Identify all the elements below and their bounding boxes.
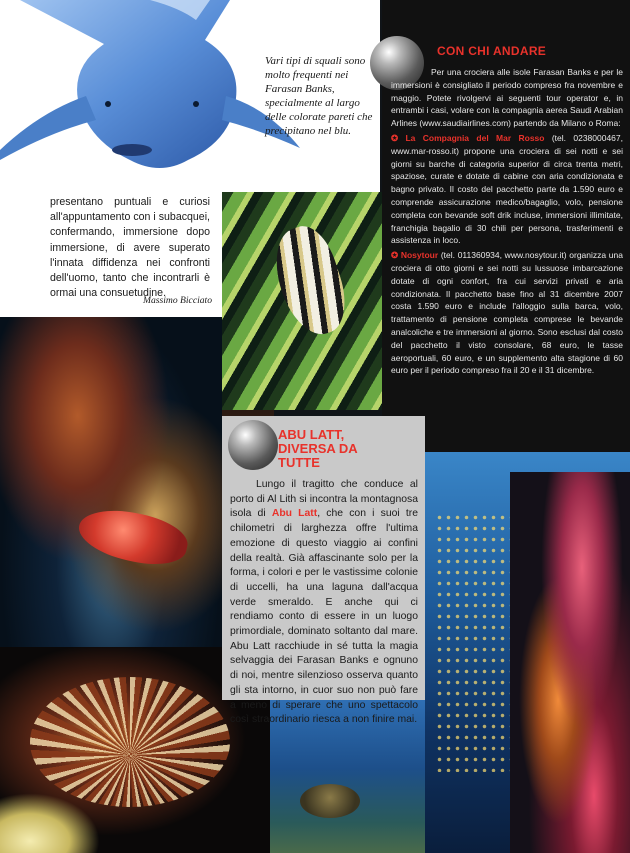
operator-name: Nosytour [400, 250, 439, 261]
operator-description: (tel. 011360934, www.nosytour.it) organizza una crociera di otto giorni e sei notti su lussuose imbarcazione dotate di ogni confort, fra cui servizi privati e aria condizionata. Il pacchetto base fino al 31 dicembre 2007 costa 1.590 euro e include l'alloggio sulla barca, volo, trattamento di pensione completa comprese le bevande analcoliche e tre immersioni al giorno. Sono esclusi dal costo del pacchetto il visto consolare, 68 euro, le tasse aeroportuali, 60 euro, e un supplemento alta stagione di 60 euro per il periodo compreso fra il 20 e il 31 dicembre. [391, 250, 623, 376]
operator-item: ✪ Nosytour (tel. 011360934, www.nosytour.it) organizza una crociera di otto giorni e sei notti su lussuose imbarcazione dotate di ogni confort, fra cui servizi privati e aria condizionata. Il pacchetto base fino al 31 dicembre 2007 costa 1.590 euro e include l'alloggio sulla barca, volo, trattamento di pensione completa comprese le bevande analcoliche e tre immersioni al giorno. Sono esclusi dal costo del pacchetto il visto consolare, 68 euro, le tasse aeroportuali, 60 euro, e un supplemento alta stagione di 60 euro per il periodo compreso fra il 20 e il 31 dicembre. [391, 250, 623, 376]
coral-reef-photo [0, 317, 222, 647]
author-signature: Massimo Bicciato [142, 295, 212, 306]
reef-wall-photo [425, 452, 630, 853]
travel-info-text [391, 66, 623, 377]
shark-caption: Vari tipi di squali sono molto frequenti nei Farasan Banks, specialmente al largo delle colorate pareti che precipitano nel blu. [265, 55, 373, 137]
sphere-icon [228, 420, 278, 470]
abu-latt-highlight: Abu Latt [271, 508, 318, 520]
operator-item: ✪ La Compagnia del Mar Rosso (tel. 0238000467, www.mar-rosso.it) propone una crociera di sei notti e sei giorni su barche di categoria superior di circa trenta metri, spaziose, curate e dotate di cabine con aria condizionata e bagno privato. Il costo del pacchetto parte da 1.590 euro e comprende assicurazione medico/bagaglio, volo, pensione completa con bevande soft drik incluse, immersioni illimitate, franchigia bagalio di 30 chili per persona, trasferimenti e assistenza in loco. [391, 132, 623, 246]
travel-info-title: CON CHI ANDARE [437, 44, 547, 58]
operator-description: (tel. 0238000467, www.mar-rosso.it) propone una crociera di sei notti e sei giorni su barche di categoria superior di circa trenta metri, spaziose, curate e dotate di cabine con aria condizionata e bagno privato. Il costo del pacchetto parte da 1.590 euro e comprende assicurazione medico/bagaglio, volo, pensione completa con bevande soft drik incluse, immersioni illimitate, franchigia bagalio di 30 chili per persona, trasferimenti e assistenza in loco. [391, 132, 623, 246]
intro-paragraph: presentano puntuali e curiosi all'appuntamento con i subacquei, confermando, immersione dopo immersione, di avere superato l'innata diffidenza nei confronti dell'uomo, tanto che incontrarli è ormai una consuetudine. [50, 196, 210, 300]
intro-text-box [0, 192, 222, 317]
abu-latt-text: Lungo il tragitto che conduce al porto di Al Lith si incontra la montagnosa isola di Abu Latt, che con i suoi tre chilometri di larghezza offre l'ultima emozione di questo viaggio ai confini della realtà. Già affascinante solo per la forma, i colori e per le vastissime colonie di uccelli, ha una laguna dall'acqua verde smeraldo. E anche qui ci rendiamo conto di essere in un luogo primordiale, dominato soltanto dal mare. Abu Latt racchiude in sé tutta la magia selvaggia dei Farasan Banks e ognuno di noi, mentre silenzioso osserva quanto gli sta intorno, in cuor suo non può fare a meno di sperare che uno spettacolo così straordinario riesca a non finire mai. [230, 479, 418, 726]
grouper-fish [74, 502, 192, 572]
operator-name: La Compagnia del Mar Rosso [405, 132, 545, 143]
bannerfish-photo [222, 192, 382, 410]
turtle [300, 784, 360, 818]
abu-latt-title: ABU LATT, DIVERSA DA TUTTE [278, 427, 358, 470]
travel-info-intro: Per una crociera alle isole Farasan Banks e per le immersioni è consigliato il periodo compreso fra novembre e maggio. Potete rivolgervi ai seguenti tour operator e, in entrambi i casi, volare con la compagnia aerea Saudi Arabian Arlines (www.saudiairlines.com) partendo da Milano o Roma: [391, 67, 623, 129]
shark-photo [0, 0, 380, 192]
